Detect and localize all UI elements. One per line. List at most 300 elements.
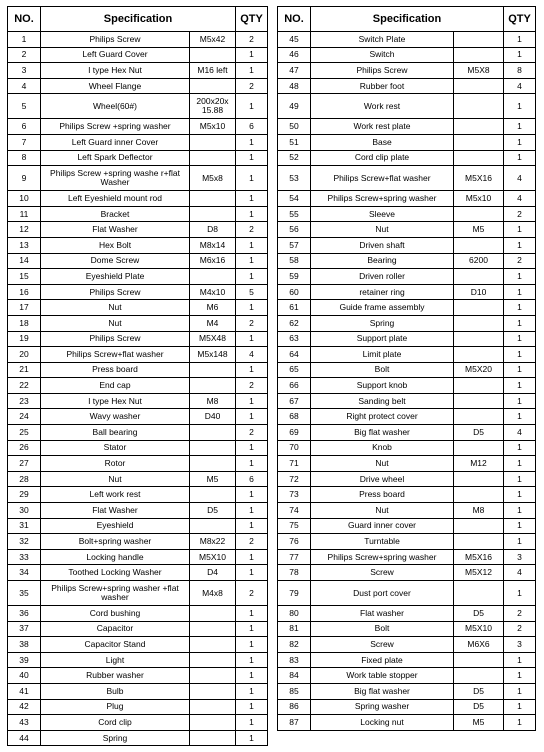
part-size: D8 xyxy=(190,222,236,238)
part-size xyxy=(190,378,236,394)
table-row xyxy=(278,518,536,534)
part-name: Philips Screw+flat washer xyxy=(41,347,190,363)
part-qty: 1 xyxy=(504,47,536,63)
table-row xyxy=(278,440,536,456)
table-row xyxy=(8,715,268,731)
part-name: Left Guard inner Cover xyxy=(41,134,190,150)
table-row xyxy=(8,683,268,699)
table-row xyxy=(278,549,536,565)
part-size xyxy=(454,378,504,394)
part-name: Nut xyxy=(41,315,190,331)
part-name: Base xyxy=(311,134,454,150)
part-qty: 1 xyxy=(504,683,536,699)
part-name: Guard inner cover xyxy=(311,518,454,534)
part-qty: 1 xyxy=(236,150,268,166)
part-name: Rubber washer xyxy=(41,668,190,684)
part-name: Wheel(60#) xyxy=(41,94,190,119)
table-row xyxy=(8,300,268,316)
part-qty: 1 xyxy=(236,503,268,519)
part-size: M8 xyxy=(454,503,504,519)
part-size: M5X20 xyxy=(454,362,504,378)
part-size: M5x42 xyxy=(190,32,236,48)
part-number: 73 xyxy=(278,487,311,503)
table-row xyxy=(8,549,268,565)
table-row xyxy=(278,253,536,269)
part-qty: 1 xyxy=(504,284,536,300)
part-number: 63 xyxy=(278,331,311,347)
part-qty: 2 xyxy=(236,32,268,48)
part-name: Eyeshield Plate xyxy=(41,269,190,285)
part-name: Nut xyxy=(311,503,454,519)
part-qty: 4 xyxy=(504,565,536,581)
part-number: 37 xyxy=(8,621,41,637)
part-number: 85 xyxy=(278,683,311,699)
part-name: Sleeve xyxy=(311,206,454,222)
part-number: 53 xyxy=(278,166,311,191)
part-size: M16 left xyxy=(190,63,236,79)
part-qty: 1 xyxy=(236,47,268,63)
part-name: I type Hex Nut xyxy=(41,393,190,409)
part-name: Left Eyeshield mount rod xyxy=(41,191,190,207)
part-qty: 1 xyxy=(236,206,268,222)
part-name: Bearing xyxy=(311,253,454,269)
part-size: M4 xyxy=(190,315,236,331)
part-name: Bracket xyxy=(41,206,190,222)
part-name: Spring xyxy=(311,315,454,331)
part-qty: 1 xyxy=(504,222,536,238)
table-row xyxy=(8,440,268,456)
part-size xyxy=(454,331,504,347)
part-name: Big flat washer xyxy=(311,683,454,699)
table-row xyxy=(278,652,536,668)
table-row xyxy=(278,715,536,731)
part-number: 72 xyxy=(278,471,311,487)
part-number: 64 xyxy=(278,347,311,363)
part-qty: 1 xyxy=(236,63,268,79)
part-name: Nut xyxy=(311,222,454,238)
part-name: Rotor xyxy=(41,456,190,472)
part-size xyxy=(454,300,504,316)
part-name: Philips Screw+spring washer xyxy=(311,549,454,565)
part-qty: 1 xyxy=(236,456,268,472)
part-number: 2 xyxy=(8,47,41,63)
part-size xyxy=(190,668,236,684)
part-size xyxy=(190,621,236,637)
part-name: Philips Screw+spring washer +flat washer xyxy=(41,581,190,606)
table-row xyxy=(278,683,536,699)
part-size: M4x10 xyxy=(190,284,236,300)
table-row xyxy=(278,166,536,191)
part-qty: 6 xyxy=(236,119,268,135)
part-number: 15 xyxy=(8,269,41,285)
part-qty: 1 xyxy=(504,503,536,519)
part-number: 36 xyxy=(8,606,41,622)
part-name: Press board xyxy=(311,487,454,503)
part-name: Left work rest xyxy=(41,487,190,503)
part-qty: 1 xyxy=(504,331,536,347)
part-name: Bolt xyxy=(311,362,454,378)
part-number: 43 xyxy=(8,715,41,731)
part-size xyxy=(190,47,236,63)
part-qty: 1 xyxy=(236,166,268,191)
part-qty: 1 xyxy=(236,134,268,150)
part-size: D40 xyxy=(190,409,236,425)
table-row xyxy=(8,637,268,653)
part-number: 62 xyxy=(278,315,311,331)
part-qty: 1 xyxy=(504,699,536,715)
table-row xyxy=(8,409,268,425)
part-number: 41 xyxy=(8,683,41,699)
part-name: Support knob xyxy=(311,378,454,394)
part-qty: 1 xyxy=(504,715,536,731)
table-row xyxy=(278,119,536,135)
table-row xyxy=(8,166,268,191)
part-number: 35 xyxy=(8,581,41,606)
table-row xyxy=(278,471,536,487)
part-number: 65 xyxy=(278,362,311,378)
part-number: 28 xyxy=(8,471,41,487)
part-size xyxy=(190,730,236,746)
part-number: 45 xyxy=(278,32,311,48)
part-name: Flat washer xyxy=(311,606,454,622)
part-name: Screw xyxy=(311,565,454,581)
part-number: 3 xyxy=(8,63,41,79)
part-name: Philips Screw+spring washer xyxy=(311,191,454,207)
part-qty: 1 xyxy=(236,331,268,347)
part-qty: 1 xyxy=(504,94,536,119)
table-row xyxy=(278,94,536,119)
part-size: M12 xyxy=(454,456,504,472)
part-number: 20 xyxy=(8,347,41,363)
part-size xyxy=(454,668,504,684)
parts-table-left xyxy=(7,6,268,746)
table-row xyxy=(278,347,536,363)
part-qty: 1 xyxy=(236,730,268,746)
part-qty: 1 xyxy=(236,565,268,581)
part-name: Work rest xyxy=(311,94,454,119)
part-size: D10 xyxy=(454,284,504,300)
part-number: 80 xyxy=(278,606,311,622)
table-row xyxy=(278,32,536,48)
part-size: 6200 xyxy=(454,253,504,269)
part-size xyxy=(454,134,504,150)
part-size: M5 xyxy=(190,471,236,487)
table-row xyxy=(8,565,268,581)
part-name: Screw xyxy=(311,637,454,653)
table-row xyxy=(278,699,536,715)
part-number: 13 xyxy=(8,237,41,253)
part-qty: 5 xyxy=(236,284,268,300)
part-number: 17 xyxy=(8,300,41,316)
table-row xyxy=(278,637,536,653)
part-name: Capacitor xyxy=(41,621,190,637)
parts-table-right xyxy=(277,6,536,731)
part-name: Spring washer xyxy=(311,699,454,715)
part-size xyxy=(454,32,504,48)
part-qty: 8 xyxy=(504,63,536,79)
part-number: 6 xyxy=(8,119,41,135)
part-size xyxy=(454,315,504,331)
part-name: Dome Screw xyxy=(41,253,190,269)
part-name: Cord bushing xyxy=(41,606,190,622)
table-row xyxy=(8,191,268,207)
part-qty: 2 xyxy=(236,425,268,441)
part-number: 68 xyxy=(278,409,311,425)
part-number: 78 xyxy=(278,565,311,581)
part-number: 77 xyxy=(278,549,311,565)
part-qty: 1 xyxy=(504,347,536,363)
part-name: Philips Screw +spring washer xyxy=(41,119,190,135)
table-row xyxy=(8,47,268,63)
part-size xyxy=(190,440,236,456)
part-name: Nut xyxy=(41,471,190,487)
table-row xyxy=(8,503,268,519)
part-number: 49 xyxy=(278,94,311,119)
part-name: Plug xyxy=(41,699,190,715)
part-qty: 1 xyxy=(504,300,536,316)
table-row xyxy=(8,362,268,378)
part-name: Press board xyxy=(41,362,190,378)
part-qty: 1 xyxy=(236,94,268,119)
part-number: 61 xyxy=(278,300,311,316)
part-size: M5 xyxy=(454,222,504,238)
part-number: 29 xyxy=(8,487,41,503)
part-size: M8x22 xyxy=(190,534,236,550)
part-size: D5 xyxy=(190,503,236,519)
part-qty: 2 xyxy=(236,378,268,394)
part-name: Dust port cover xyxy=(311,581,454,606)
part-size: M4x8 xyxy=(190,581,236,606)
table-row xyxy=(278,300,536,316)
part-number: 55 xyxy=(278,206,311,222)
part-number: 57 xyxy=(278,237,311,253)
parts-list-left xyxy=(8,32,268,746)
table-row xyxy=(278,581,536,606)
part-number: 83 xyxy=(278,652,311,668)
part-size: M5x148 xyxy=(190,347,236,363)
table-row xyxy=(8,668,268,684)
part-number: 23 xyxy=(8,393,41,409)
part-qty: 1 xyxy=(236,715,268,731)
table-row xyxy=(8,94,268,119)
part-qty: 2 xyxy=(236,315,268,331)
part-qty: 1 xyxy=(236,237,268,253)
part-size xyxy=(454,78,504,94)
table-row xyxy=(278,565,536,581)
part-number: 25 xyxy=(8,425,41,441)
part-qty: 4 xyxy=(504,191,536,207)
table-row xyxy=(8,393,268,409)
table-row xyxy=(8,487,268,503)
part-qty: 1 xyxy=(236,393,268,409)
part-size: M8x14 xyxy=(190,237,236,253)
part-qty: 1 xyxy=(236,621,268,637)
part-size: M5X16 xyxy=(454,166,504,191)
part-size xyxy=(454,94,504,119)
part-name: Knob xyxy=(311,440,454,456)
part-qty: 1 xyxy=(236,606,268,622)
part-qty: 4 xyxy=(504,425,536,441)
part-number: 70 xyxy=(278,440,311,456)
part-qty: 1 xyxy=(236,699,268,715)
part-qty: 1 xyxy=(504,652,536,668)
table-row xyxy=(8,456,268,472)
part-number: 19 xyxy=(8,331,41,347)
part-number: 40 xyxy=(8,668,41,684)
header-specification: Specification xyxy=(41,7,236,32)
part-number: 11 xyxy=(8,206,41,222)
part-number: 76 xyxy=(278,534,311,550)
part-qty: 1 xyxy=(236,637,268,653)
part-qty: 1 xyxy=(236,440,268,456)
table-row xyxy=(278,668,536,684)
part-size xyxy=(190,456,236,472)
part-number: 18 xyxy=(8,315,41,331)
part-number: 26 xyxy=(8,440,41,456)
part-qty: 3 xyxy=(504,549,536,565)
part-qty: 1 xyxy=(504,440,536,456)
part-qty: 2 xyxy=(504,253,536,269)
part-name: End cap xyxy=(41,378,190,394)
part-name: retainer ring xyxy=(311,284,454,300)
part-qty: 1 xyxy=(504,668,536,684)
part-number: 34 xyxy=(8,565,41,581)
part-qty: 2 xyxy=(236,581,268,606)
part-name: Nut xyxy=(311,456,454,472)
table-row xyxy=(278,331,536,347)
part-number: 84 xyxy=(278,668,311,684)
part-qty: 1 xyxy=(236,269,268,285)
table-row xyxy=(278,47,536,63)
part-size xyxy=(454,471,504,487)
part-qty: 1 xyxy=(504,378,536,394)
part-qty: 4 xyxy=(236,347,268,363)
part-name: Sanding belt xyxy=(311,393,454,409)
table-row xyxy=(278,237,536,253)
part-qty: 1 xyxy=(236,253,268,269)
part-qty: 1 xyxy=(504,269,536,285)
part-number: 30 xyxy=(8,503,41,519)
part-name: Philips Screw+flat washer xyxy=(311,166,454,191)
part-name: Capacitor Stand xyxy=(41,637,190,653)
part-qty: 1 xyxy=(236,362,268,378)
part-size xyxy=(190,425,236,441)
part-size xyxy=(454,347,504,363)
part-size xyxy=(454,269,504,285)
part-qty: 2 xyxy=(236,534,268,550)
table-row xyxy=(8,347,268,363)
part-number: 87 xyxy=(278,715,311,731)
part-number: 47 xyxy=(278,63,311,79)
part-number: 4 xyxy=(8,78,41,94)
part-size xyxy=(454,206,504,222)
part-size xyxy=(454,652,504,668)
part-size: M5X48 xyxy=(190,331,236,347)
table-row xyxy=(8,32,268,48)
part-name: Left Guard Cover xyxy=(41,47,190,63)
table-row xyxy=(278,378,536,394)
part-name: Light xyxy=(41,652,190,668)
part-number: 27 xyxy=(8,456,41,472)
part-number: 59 xyxy=(278,269,311,285)
part-name: Philips Screw xyxy=(41,284,190,300)
part-qty: 2 xyxy=(236,222,268,238)
part-name: Spring xyxy=(41,730,190,746)
table-row xyxy=(8,315,268,331)
part-number: 56 xyxy=(278,222,311,238)
part-size: D5 xyxy=(454,425,504,441)
part-qty: 6 xyxy=(236,471,268,487)
part-name: Left Spark Deflector xyxy=(41,150,190,166)
table-row xyxy=(8,222,268,238)
table-row xyxy=(278,63,536,79)
part-number: 7 xyxy=(8,134,41,150)
part-number: 82 xyxy=(278,637,311,653)
part-qty: 1 xyxy=(504,456,536,472)
part-qty: 4 xyxy=(504,78,536,94)
part-qty: 1 xyxy=(236,668,268,684)
part-name: Support plate xyxy=(311,331,454,347)
part-name: Drive wheel xyxy=(311,471,454,487)
part-name: Hex Bolt xyxy=(41,237,190,253)
part-number: 75 xyxy=(278,518,311,534)
header-qty: QTY xyxy=(504,7,536,32)
table-row xyxy=(278,191,536,207)
part-size xyxy=(190,637,236,653)
part-number: 58 xyxy=(278,253,311,269)
part-number: 12 xyxy=(8,222,41,238)
part-qty: 1 xyxy=(236,487,268,503)
part-size: M5 xyxy=(454,715,504,731)
part-qty: 1 xyxy=(236,683,268,699)
part-size: M5X12 xyxy=(454,565,504,581)
table-row xyxy=(278,534,536,550)
part-size: M5x10 xyxy=(454,191,504,207)
header-no: NO. xyxy=(8,7,41,32)
part-size xyxy=(454,119,504,135)
part-number: 54 xyxy=(278,191,311,207)
part-name: Ball bearing xyxy=(41,425,190,441)
part-qty: 3 xyxy=(504,637,536,653)
part-number: 24 xyxy=(8,409,41,425)
table-row xyxy=(8,63,268,79)
part-name: Locking nut xyxy=(311,715,454,731)
part-size xyxy=(190,518,236,534)
table-row xyxy=(8,606,268,622)
table-row xyxy=(278,269,536,285)
table-row xyxy=(278,206,536,222)
part-name: Stator xyxy=(41,440,190,456)
part-qty: 2 xyxy=(236,78,268,94)
part-qty: 1 xyxy=(504,409,536,425)
parts-list-right xyxy=(278,32,536,731)
part-name: Rubber foot xyxy=(311,78,454,94)
table-row xyxy=(8,253,268,269)
table-row xyxy=(278,393,536,409)
part-name: I type Hex Nut xyxy=(41,63,190,79)
part-size xyxy=(190,652,236,668)
part-number: 67 xyxy=(278,393,311,409)
table-row xyxy=(8,269,268,285)
part-number: 5 xyxy=(8,94,41,119)
part-qty: 1 xyxy=(504,119,536,135)
part-number: 71 xyxy=(278,456,311,472)
table-row xyxy=(8,78,268,94)
part-number: 33 xyxy=(8,549,41,565)
part-size: D4 xyxy=(190,565,236,581)
part-name: Nut xyxy=(41,300,190,316)
table-header-row xyxy=(8,7,268,32)
